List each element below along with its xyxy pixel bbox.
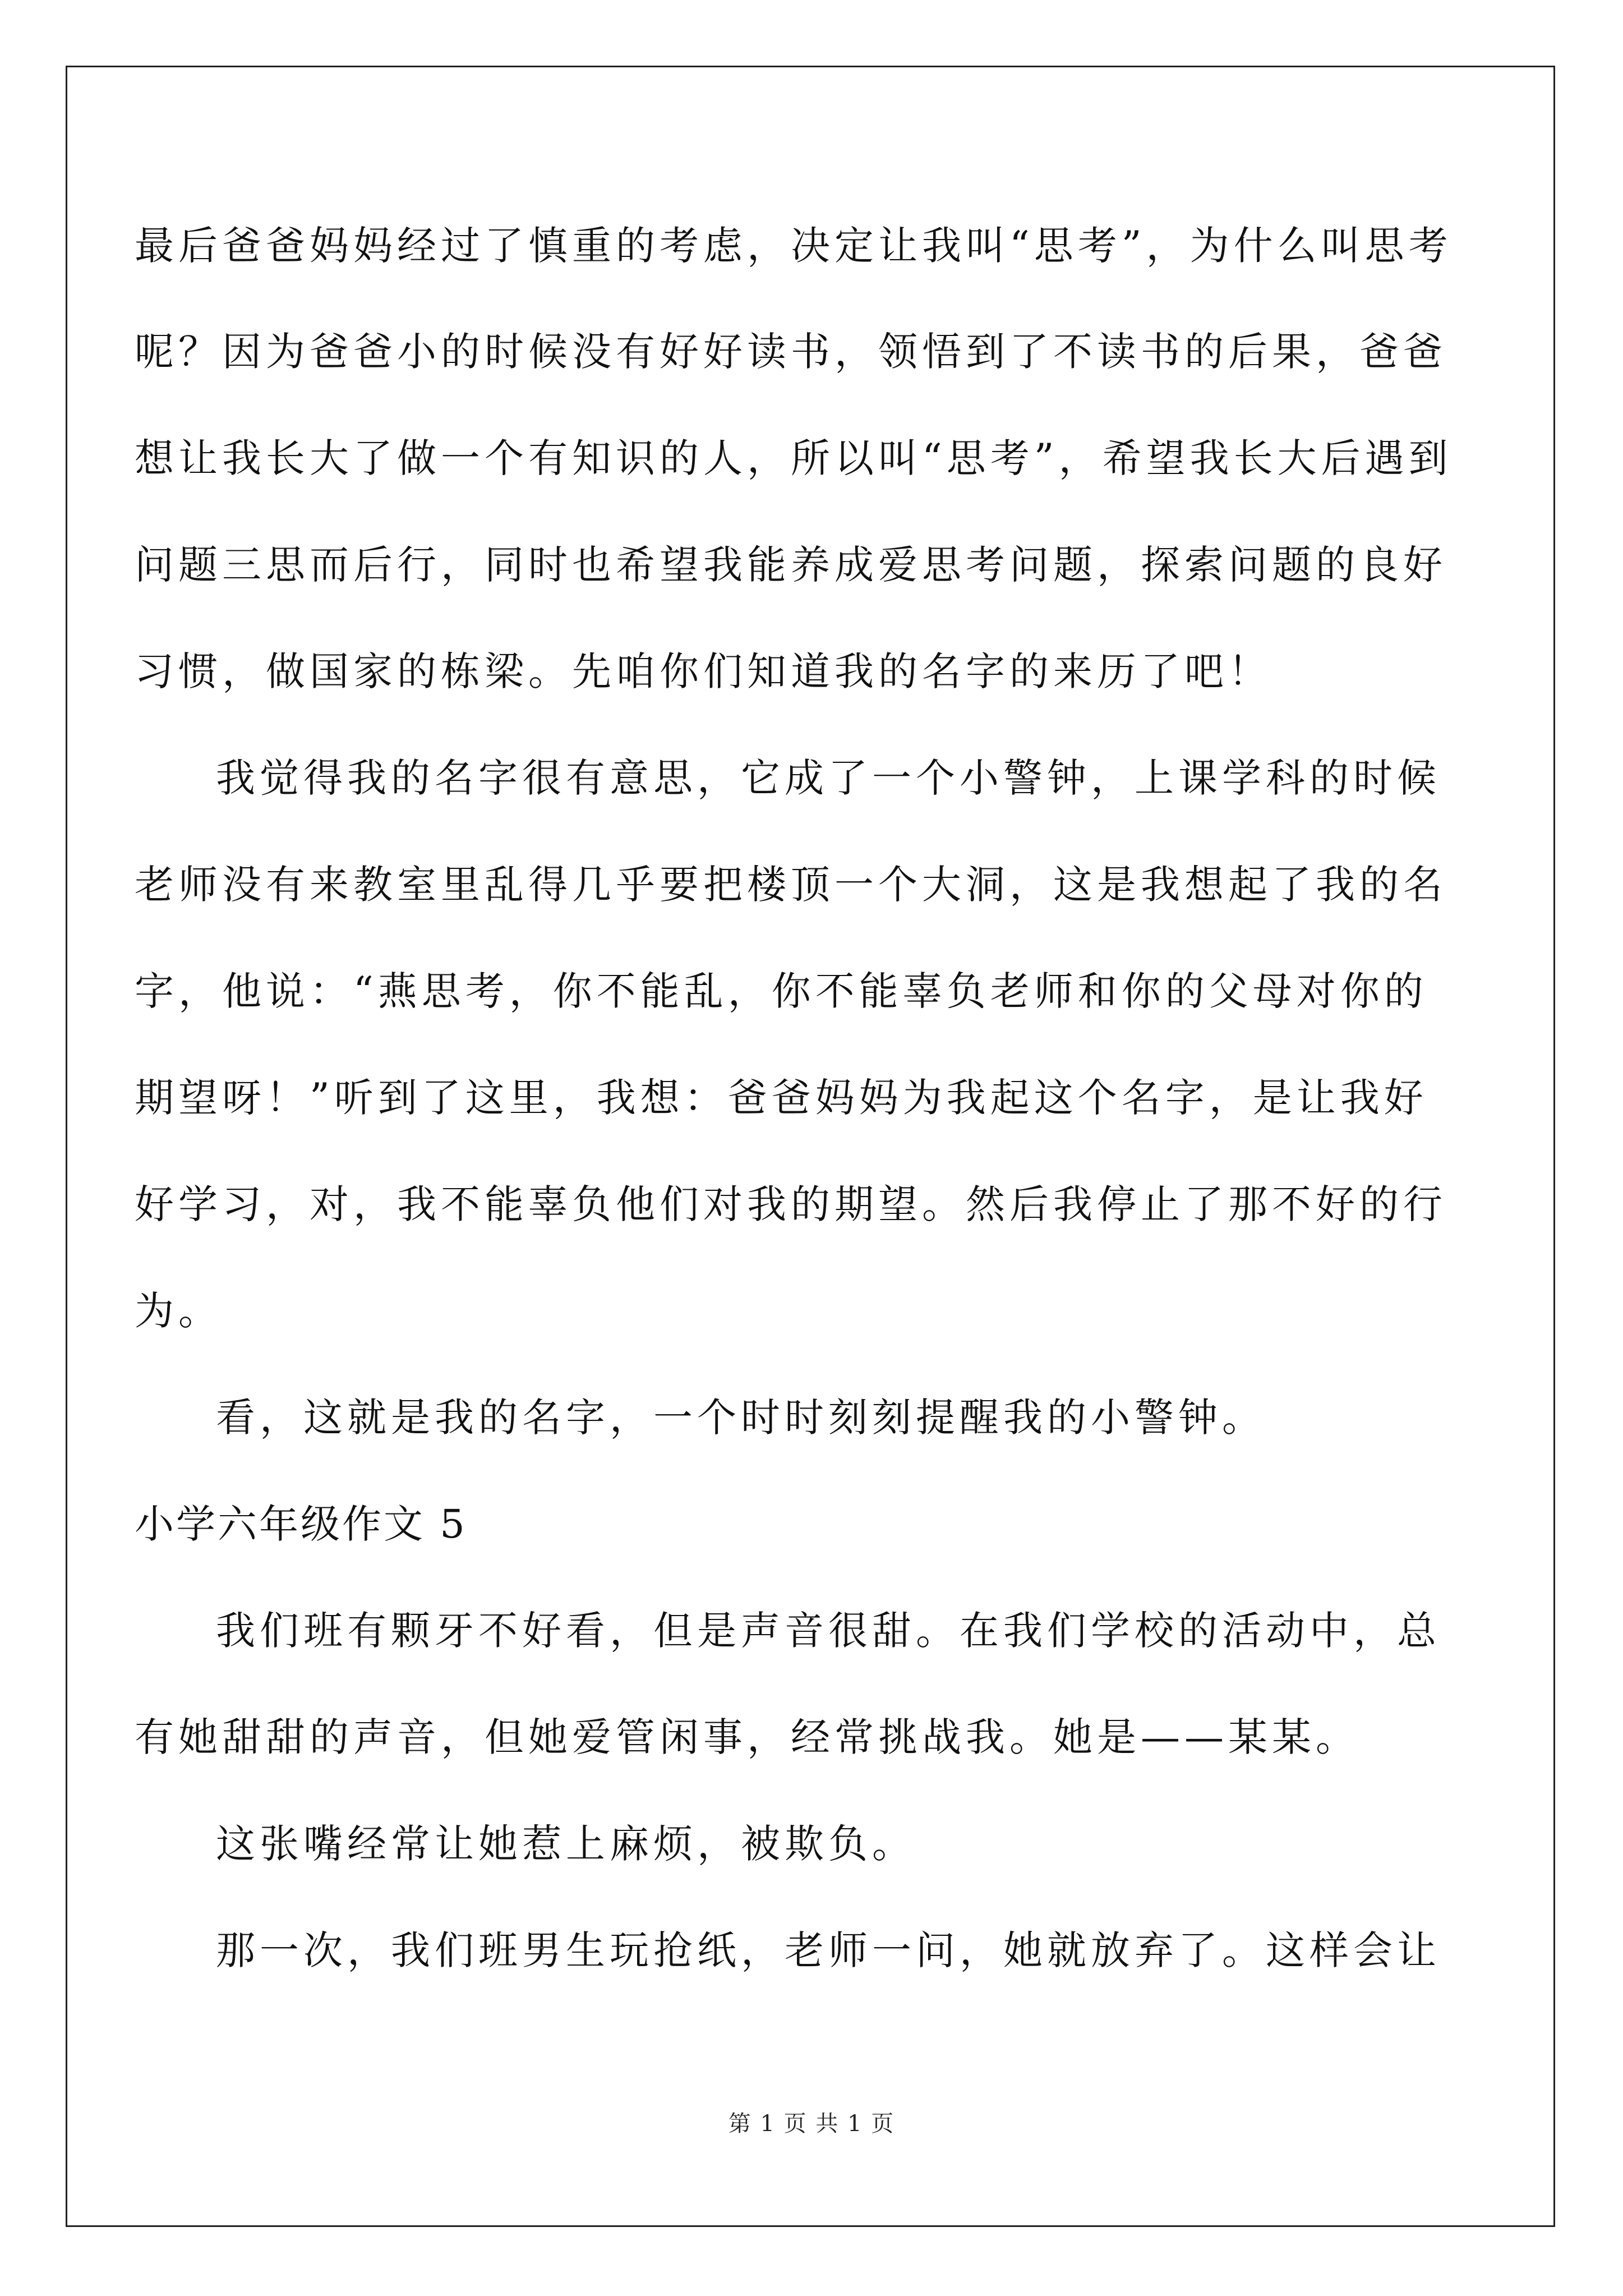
paragraph-line: 期望呀！”听到了这里，我想：爸爸妈妈为我起这个名字，是让我好 bbox=[135, 1075, 1428, 1121]
paragraph-line: 这张嘴经常让她惹上麻烦，被欺负。 bbox=[216, 1821, 916, 1867]
paragraph-line: 老师没有来教室里乱得几乎要把楼顶一个大洞，这是我想起了我的名 bbox=[135, 862, 1447, 908]
paragraph-line: 字，他说：“燕思考，你不能乱，你不能辜负老师和你的父母对你的 bbox=[135, 968, 1428, 1014]
section-title: 小学六年级作文 5 bbox=[135, 1501, 467, 1547]
paragraph-line: 有她甜甜的声音，但她爱管闲事，经常挑战我。她是——某某。 bbox=[135, 1714, 1359, 1760]
page-number-footer: 第 1 页 共 1 页 bbox=[728, 2111, 895, 2137]
paragraph-line: 呢？因为爸爸小的时候没有好好读书，领悟到了不读书的后果，爸爸 bbox=[135, 329, 1447, 375]
paragraph-line: 最后爸爸妈妈经过了慎重的考虑，决定让我叫“思考”，为什么叫思考 bbox=[135, 223, 1453, 269]
page-border bbox=[66, 66, 1555, 2227]
paragraph-line: 我们班有颗牙不好看，但是声音很甜。在我们学校的活动中，总 bbox=[216, 1608, 1441, 1654]
paragraph-line: 我觉得我的名字很有意思，它成了一个小警钟，上课学科的时候 bbox=[216, 755, 1441, 801]
paragraph-line: 习惯，做国家的栋梁。先咱你们知道我的名字的来历了吧！ bbox=[135, 648, 1272, 694]
paragraph-line: 看，这就是我的名字，一个时时刻刻提醒我的小警钟。 bbox=[216, 1395, 1266, 1441]
paragraph-line: 想让我长大了做一个有知识的人，所以叫“思考”，希望我长大后遇到 bbox=[135, 435, 1453, 481]
paragraph-line: 问题三思而后行，同时也希望我能养成爱思考问题，探索问题的良好 bbox=[135, 542, 1447, 588]
paragraph-line: 那一次，我们班男生玩抢纸，老师一问，她就放弃了。这样会让 bbox=[216, 1927, 1441, 1973]
paragraph-line: 为。 bbox=[135, 1288, 222, 1334]
paragraph-line: 好学习，对，我不能辜负他们对我的期望。然后我停止了那不好的行 bbox=[135, 1181, 1447, 1227]
